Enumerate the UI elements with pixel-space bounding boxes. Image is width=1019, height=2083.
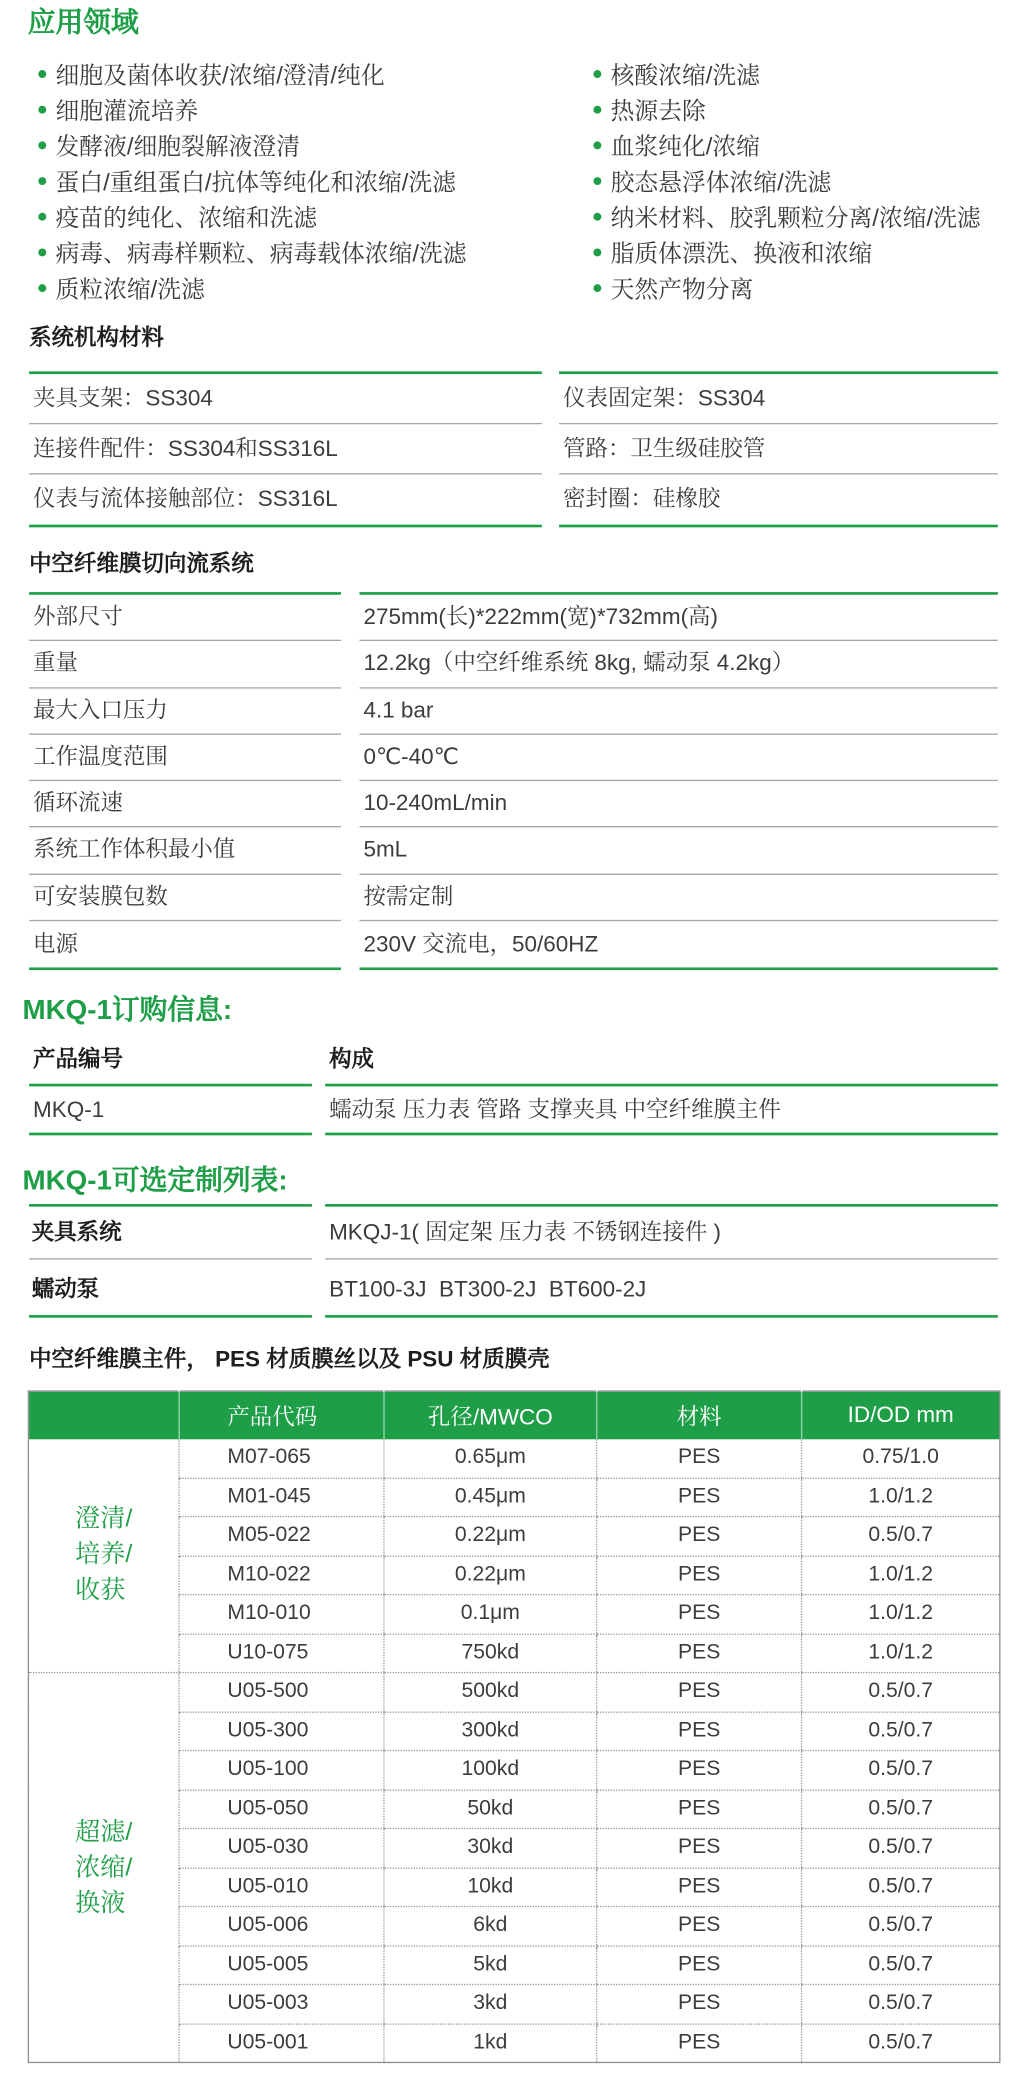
material-item: 仪表固定架：SS304	[559, 374, 998, 424]
product-code-cell: U05-300	[179, 1712, 384, 1751]
application-label: 发酵液/细胞裂解液澄清	[55, 132, 301, 160]
application-item	[38, 270, 466, 306]
group-label-line: 收获	[75, 1577, 126, 1605]
material-item: 密封圈：硅橡胶	[563, 486, 721, 512]
application-item	[593, 198, 980, 234]
product-code-cell: M05-022	[179, 1517, 384, 1556]
spec-label-column	[29, 592, 341, 970]
material-cell: PES	[597, 1984, 802, 2023]
spec-value: 按需定制	[359, 874, 997, 921]
group-label-line: 澄清/	[75, 1505, 133, 1534]
material-item: 仪表与流体接触部位：SS316L	[33, 486, 338, 512]
application-label: 胶态悬浮体浓缩/洗滤	[610, 168, 832, 195]
id-od-cell: 1.0/1.2	[802, 1556, 1000, 1595]
materials-column-left	[29, 371, 542, 527]
pore-size-cell: 500kd	[384, 1673, 597, 1712]
bullet-icon	[593, 176, 601, 184]
pore-size-cell: 0.22μm	[384, 1517, 597, 1556]
materials-title: 系统机构材料	[29, 325, 164, 351]
material-cell: PES	[597, 1634, 802, 1673]
bullet-icon	[38, 176, 46, 184]
material-cell: PES	[597, 2023, 802, 2062]
bullet-icon	[38, 105, 46, 113]
pore-size-cell: 3kd	[384, 1984, 597, 2023]
header-product-code: 产品代码	[179, 1391, 384, 1439]
table-row	[28, 1673, 999, 1712]
spec-label: 可安装膜包数	[29, 874, 341, 921]
spec-label: 系统工作体积最小值	[29, 828, 341, 875]
pore-size-cell: 0.65μm	[384, 1439, 597, 1478]
material-item: 夹具支架：SS304	[29, 374, 542, 424]
bullet-icon	[593, 283, 601, 291]
pore-size-cell: 750kd	[384, 1634, 597, 1673]
application-label: 质粒浓缩/洗滤	[55, 275, 205, 302]
order-header-composition: 构成	[325, 1036, 998, 1086]
custom-option-value: BT100-3J BT300-2J BT600-2J	[329, 1276, 647, 1302]
pore-size-cell: 0.22μm	[384, 1556, 597, 1595]
group-cell	[28, 1439, 179, 1673]
spec-value: 12.2kg（中空纤维系统 8kg, 蠕动泵 4.2kg）	[359, 641, 997, 688]
order-header-code: 产品编号	[29, 1036, 312, 1086]
id-od-cell: 0.5/0.7	[802, 1712, 1000, 1751]
product-code-cell: U05-500	[179, 1673, 384, 1712]
spec-value: 275mm(长)*222mm(宽)*732mm(高)	[359, 595, 997, 642]
product-code-cell: U05-100	[179, 1751, 384, 1790]
material-cell: PES	[597, 1829, 802, 1868]
application-item	[593, 270, 980, 306]
pore-size-cell: 6kd	[384, 1906, 597, 1945]
product-code-cell: M07-065	[179, 1439, 384, 1478]
order-column-code	[29, 1036, 312, 1135]
id-od-cell: 0.5/0.7	[802, 1868, 1000, 1907]
header-material: 材料	[597, 1391, 802, 1439]
application-item	[593, 91, 980, 127]
spec-value: 10-240mL/min	[359, 781, 997, 828]
id-od-cell: 0.75/1.0	[802, 1439, 1000, 1478]
id-od-cell: 1.0/1.2	[802, 1634, 1000, 1673]
material-cell: PES	[597, 1790, 802, 1829]
application-item	[38, 163, 466, 199]
application-label: 热源去除	[610, 97, 706, 124]
pore-size-cell: 30kd	[384, 1829, 597, 1868]
table-row	[28, 1439, 999, 1478]
material-cell: PES	[597, 1556, 802, 1595]
material-cell: PES	[597, 1673, 802, 1712]
group-label-line: 换液	[75, 1889, 126, 1918]
spec-label: 重量	[29, 641, 341, 688]
group-label-line: 超滤/	[75, 1817, 133, 1846]
material-cell: PES	[597, 1439, 802, 1478]
bullet-icon	[593, 105, 601, 113]
application-label: 核酸浓缩/洗滤	[610, 61, 760, 88]
application-item	[38, 91, 466, 127]
header-id-od: ID/OD mm	[802, 1391, 1000, 1439]
custom-option-label: 蠕动泵	[31, 1276, 100, 1302]
material-cell: PES	[597, 1517, 802, 1556]
bullet-icon	[38, 248, 46, 256]
spec-label: 循环流速	[29, 781, 341, 828]
pore-size-cell: 50kd	[384, 1790, 597, 1829]
application-item	[593, 234, 980, 270]
application-label: 脂质体漂洗、换液和浓缩	[610, 239, 873, 267]
spec-value: 5mL	[359, 828, 997, 875]
application-label: 天然产物分离	[610, 275, 754, 302]
spec-value: 230V 交流电，50/60HZ	[363, 931, 599, 957]
id-od-cell: 0.5/0.7	[802, 1906, 1000, 1945]
header-pore-size: 孔径/MWCO	[384, 1391, 597, 1439]
module-table-title: 中空纤维膜主件， PES 材质膜丝以及 PSU 材质膜壳	[29, 1346, 550, 1372]
id-od-cell: 1.0/1.2	[802, 1478, 1000, 1517]
product-code-cell: U05-010	[179, 1868, 384, 1907]
application-label: 血浆纯化/浓缩	[610, 132, 760, 160]
material-cell: PES	[597, 1906, 802, 1945]
application-item	[593, 56, 980, 92]
spec-label: 外部尺寸	[29, 595, 341, 642]
pore-size-cell: 5kd	[384, 1945, 597, 1984]
spec-label: 电源	[33, 931, 78, 957]
product-code-cell: U05-030	[179, 1829, 384, 1868]
id-od-cell: 0.5/0.7	[802, 1945, 1000, 1984]
module-table-header-row	[28, 1391, 999, 1439]
custom-option-value: MKQJ-1( 固定架 压力表 不锈钢连接件 )	[325, 1207, 998, 1260]
product-code-cell: U05-006	[179, 1906, 384, 1945]
module-table-body	[28, 1439, 999, 2063]
order-cell-code: MKQ-1	[29, 1086, 312, 1135]
system-spec-title: 中空纤维膜切向流系统	[29, 551, 254, 577]
applications-list-left	[38, 56, 466, 306]
application-item	[593, 127, 980, 163]
pore-size-cell: 100kd	[384, 1751, 597, 1790]
id-od-cell: 0.5/0.7	[802, 1829, 1000, 1868]
material-cell: PES	[597, 1945, 802, 1984]
application-label: 纳米材料、胶乳颗粒分离/浓缩/洗滤	[610, 204, 981, 231]
applications-list-right	[593, 56, 980, 306]
product-code-cell: M01-045	[179, 1478, 384, 1517]
module-table	[28, 1390, 1001, 2063]
application-item	[38, 234, 466, 270]
pore-size-cell: 0.45μm	[384, 1478, 597, 1517]
material-cell: PES	[597, 1712, 802, 1751]
group-label-line: 浓缩/	[75, 1853, 133, 1882]
product-code-cell: U05-050	[179, 1790, 384, 1829]
custom-options-title: MKQ-1可选定制列表:	[22, 1165, 288, 1197]
id-od-cell: 0.5/0.7	[802, 2023, 1000, 2062]
bullet-icon	[593, 69, 601, 77]
group-label	[75, 1814, 132, 1921]
material-cell: PES	[597, 1751, 802, 1790]
product-code-cell: U05-003	[179, 1984, 384, 2023]
bullet-icon	[38, 141, 46, 149]
application-item	[38, 56, 466, 92]
id-od-cell: 0.5/0.7	[802, 1751, 1000, 1790]
custom-value-column	[325, 1204, 998, 1318]
header-blank-cell	[28, 1391, 179, 1439]
order-column-composition	[325, 1036, 998, 1135]
application-label: 疫苗的纯化、浓缩和洗滤	[55, 204, 318, 231]
id-od-cell: 0.5/0.7	[802, 1790, 1000, 1829]
bullet-icon	[593, 141, 601, 149]
product-code-cell: M10-010	[179, 1595, 384, 1634]
order-info-title: MKQ-1订购信息:	[22, 995, 233, 1026]
bullet-icon	[38, 69, 46, 77]
material-cell: PES	[597, 1868, 802, 1907]
id-od-cell: 1.0/1.2	[802, 1595, 1000, 1634]
application-label: 蛋白/重组蛋白/抗体等纯化和浓缩/洗滤	[55, 168, 456, 195]
spec-value: 4.1 bar	[359, 688, 997, 735]
application-item	[593, 163, 980, 199]
pore-size-cell: 10kd	[384, 1868, 597, 1907]
application-item	[38, 127, 466, 163]
spec-label: 最大入口压力	[29, 688, 341, 735]
group-label-line: 培养/	[75, 1541, 133, 1570]
spec-value-column	[359, 592, 997, 970]
group-cell	[28, 1673, 179, 2063]
id-od-cell: 0.5/0.7	[802, 1673, 1000, 1712]
product-code-cell: U05-005	[179, 1945, 384, 1984]
application-label: 细胞灌流培养	[55, 97, 199, 124]
material-cell: PES	[597, 1595, 802, 1634]
material-cell: PES	[597, 1478, 802, 1517]
order-cell-composition: 蠕动泵 压力表 管路 支撑夹具 中空纤维膜主件	[325, 1086, 998, 1135]
bullet-icon	[593, 212, 601, 220]
id-od-cell: 0.5/0.7	[802, 1517, 1000, 1556]
product-code-cell: U10-075	[179, 1634, 384, 1673]
materials-column-right	[559, 371, 998, 527]
product-code-cell: U05-001	[179, 2023, 384, 2062]
custom-label-column	[29, 1204, 312, 1318]
product-code-cell: M10-022	[179, 1556, 384, 1595]
application-item	[38, 198, 466, 234]
pore-size-cell: 0.1μm	[384, 1595, 597, 1634]
custom-option-label: 夹具系统	[29, 1207, 312, 1260]
bullet-icon	[593, 248, 601, 256]
id-od-cell: 0.5/0.7	[802, 1984, 1000, 2023]
application-label: 病毒、病毒样颗粒、病毒载体浓缩/洗滤	[55, 239, 467, 267]
bullet-icon	[38, 212, 46, 220]
spec-label: 工作温度范围	[29, 735, 341, 782]
bullet-icon	[38, 283, 46, 291]
pore-size-cell: 300kd	[384, 1712, 597, 1751]
applications-title: 应用领域	[27, 7, 139, 39]
material-item: 连接件配件：SS304和SS316L	[29, 424, 542, 474]
application-label: 细胞及菌体收获/浓缩/澄清/纯化	[55, 61, 385, 88]
material-item: 管路：卫生级硅胶管	[559, 424, 998, 474]
spec-value: 0℃-40℃	[359, 735, 997, 782]
group-label	[75, 1502, 132, 1609]
pore-size-cell: 1kd	[384, 2023, 597, 2062]
